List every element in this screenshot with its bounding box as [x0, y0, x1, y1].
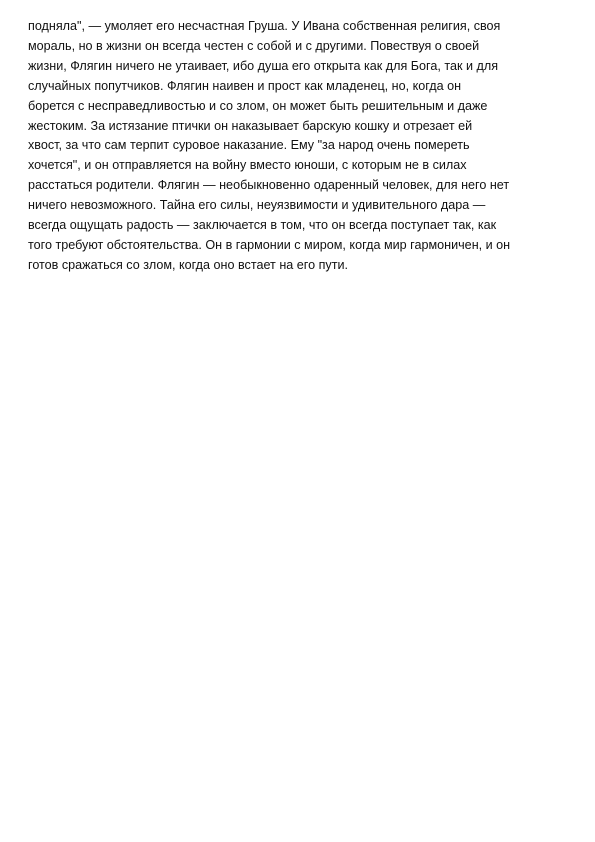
- text-line-8: хочется", и он отправляется на войну вместо юноши, с которым не в силах: [28, 158, 467, 173]
- text-line-2: мораль, но в жизни он всегда честен с собой и с другими. Повествуя о своей: [28, 38, 480, 53]
- text-line-4: случайных попутчиков. Флягин наивен и прост как младенец, но, когда он: [28, 78, 462, 93]
- text-line-3: жизни, Флягин ничего не утаивает, ибо душа его открыта как для Бога, так и для: [28, 58, 499, 73]
- body-paragraph: [28, 17, 588, 276]
- text-line-11: всегда ощущать радость — заключается в том, что он всегда поступает так, как: [28, 218, 497, 233]
- text-line-5: борется с несправедливостью и со злом, он может быть решительным и даже: [28, 98, 488, 113]
- text-line-6: жестоким. За истязание птички он наказывает барскую кошку и отрезает ей: [28, 118, 473, 133]
- text-line-12: того требуют обстоятельства. Он в гармонии с миром, когда мир гармоничен, и он: [28, 237, 511, 252]
- text-line-13: готов сражаться со злом, когда оно встает на его пути.: [28, 257, 349, 272]
- text-line-9: расстаться родители. Флягин — необыкновенно одаренный человек, для него нет: [28, 178, 510, 193]
- text-line-1: подняла", — умоляет его несчастная Груша. У Ивана собственная религия, своя: [28, 19, 501, 33]
- text-line-7: хвост, за что сам терпит суровое наказание. Ему "за народ очень помереть: [28, 138, 470, 153]
- text-line-10: ничего невозможного. Тайна его силы, неуязвимости и удивительного дара —: [28, 198, 486, 213]
